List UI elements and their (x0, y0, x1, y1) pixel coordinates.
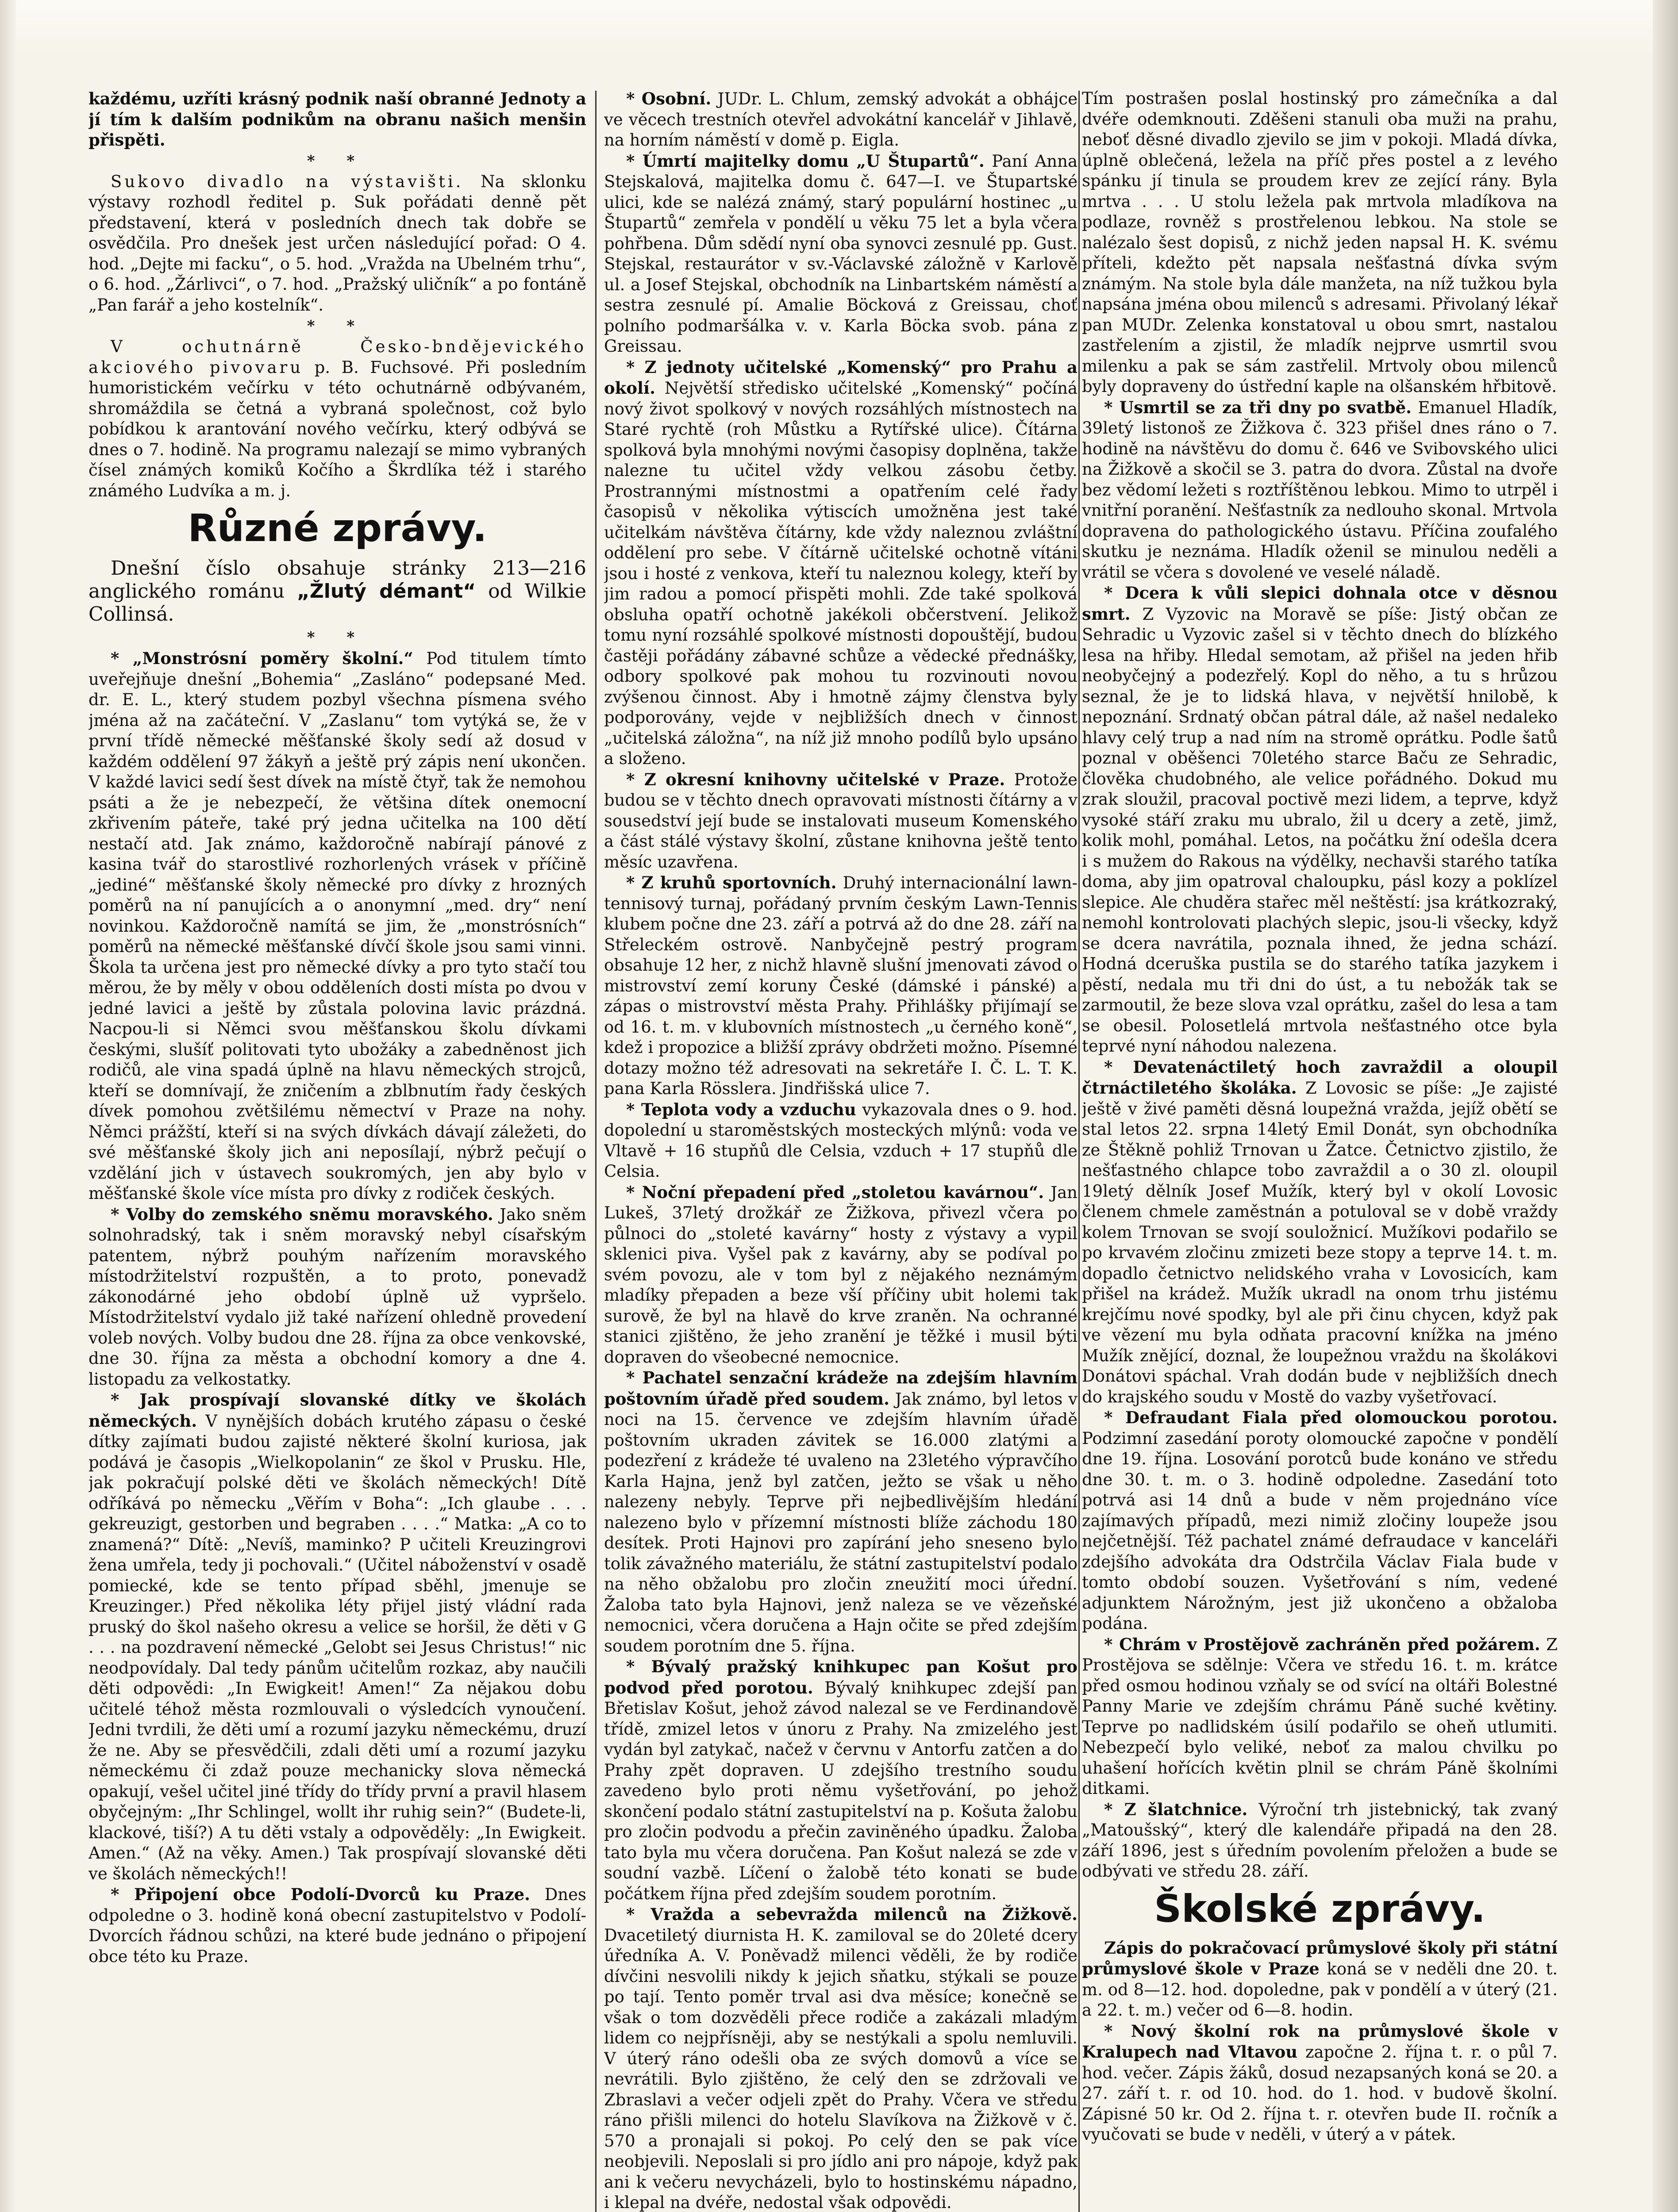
section-title-skolske-zpravy: Školské zprávy. (1154, 1886, 1486, 1931)
article-heading: * Z šlatchnice. (1104, 1799, 1248, 1819)
article-body: Protože budou se v těchto dnech opravovati místnosti čítárny a v sousedství její bude se instalovati museum Komenského a část stálé výstavy školní, zůstane knihovna ještě tento měsíc uzavřena. (604, 770, 1078, 872)
article-body: p. B. Fuchsové. Při posledním humoristickém večírku v této ochutnárně odbývaném, shromáždila se četná a vybraná společnost, což bylo pobídkou k arantování nového večírku, který odbývá se dnes o 7. hodině. Na programu nalezají se mimo vybraných čísel známých komiků Kočího a Škrdlíka též i starého známého Ludvíka a m. j. (89, 357, 586, 500)
column-rule-1 (595, 91, 597, 2212)
article-ochutnarna (89, 337, 586, 501)
page-left-edge (0, 0, 16, 2212)
article-knihovna (604, 769, 1078, 873)
notice-author: od Wilkie Collinsá. (89, 580, 586, 626)
article-body: Z Prostějova se sdělnje: Včera ve středu 16. t. m. krátce před osmou hodinou vzňaly se od svící na oltáři Bolestné Panny Marie ve zdejším chrámu Páně suché květiny. Teprve po nadlidském úsilí podařilo se oheň utlumiti. Nebezpečí bylo veliké, neboť za malou chvilku po uhašení hořících květin plnil se chrám Páně školními ditkami. (1082, 1635, 1558, 1798)
article-kosut (604, 1656, 1078, 1904)
article-body: Z Lovosic se píše: „Je zajisté ještě v živé paměti děsná loupežná vražda, jejíž obětí se stal letos 22. srpna 14letý Emil Donát, syn obchodníka ze Štěkně pohliž Trnovan u Žatce. Četnictvo zjistilo, že nešťastného chlapce tobo zavraždil a o 30 zl. oloupil 19letý dělník Josef Mužík, který byl v okolí Lovosic členem chmele zaměstnán a potuloval se v době vraždy kolem Trnovan se svojí souložnicí. Mužíkovi podařilo se po krvavém zločinu zmizeti beze stopy a teprve 14. t. m. dopadlo četnictvo nelidského vraha v Lovosicích, kam přišel na krádež. Mužík ukradl na onom trhu jistému krejčímu nové spodky, byl ale při činu chycen, když pak ve vězení mu byla odňata pracovní knížka na jméno Mužík znějící, doznal, že loupežnou vraždu na školákovi Donátovi spáchal. Vrah dodán bude v nejbližších dnech do krajského soudu v Mostě do vazby vyšetřovací. (1082, 1079, 1558, 1406)
article-nocni-prepadeni (604, 1182, 1078, 1368)
separator-stars: * * (307, 629, 368, 646)
article-chram-prostejov (1082, 1634, 1558, 1799)
page-binding-edge (1653, 0, 1678, 2212)
article-monstrosni-pomery (89, 648, 586, 1204)
article-heading: * Z okresní knihovny učitelské v Praze. (626, 769, 1005, 789)
article-body: započne 2. října t. r. o půl 7. hod. večer. Zápis žáků, dosud nezapsaných koná se 20. a 27. září t. r. od 10. hod. do 1. hod. v budově školní. Zápisné 50 kr. Od 2. října t. r. otevřen bude II. ročník a vyučovati se bude v neděli, v úterý a v pátek. (1082, 2043, 1558, 2144)
article-body: JUDr. L. Chlum, zemský advokát a obhájce ve věcech trestních otevřel advokátní kancelář v Jihlavě, na horním náměstí v domě p. Eigla. (604, 89, 1078, 150)
article-heading: * Připojení obce Podolí-Dvorců ku Praze. (111, 1885, 531, 1904)
article-heading: * Dcera k vůli slepici dohnala otce v děsnou smrt. (1082, 583, 1558, 624)
article-heading: * Bývalý pražský knihkupec pan Košut pro podvod před porotou. (604, 1657, 1078, 1697)
article-slovanske-ditky (89, 1390, 586, 1884)
article-body: Druhý internacionální lawn-tennisový turnaj, pořádaný prvním českým Lawn-Tennis klubem počne dne 23. září a potrvá až do dne 28. září na Střeleckém ostrově. Nanbyčejně pestrý program obsahuje 12 her, z nichž hlavně slušní jmenovati závod o mistrovství zemí koruny České (dámské i pánské) a zápas o mistrovství města Prahy. Přihlášky přijímají se od 16. t. m. v klubovních místnostech „u černého koně“, kdež i propozice a bližší zprávy obdržeti možno. Písemné dotazy možno též adresovati na sekretáře I. Č. L. T. K. pana Karla Rösslera. Jindřišská ulice 7. (604, 873, 1078, 1098)
article-heading: * Osobní. (626, 89, 712, 108)
novel-title: „Žlutý démant“ (296, 580, 476, 603)
article-usmrtil-se (1082, 397, 1558, 583)
article-heading: * Z jednoty učitelské „Komenský“ pro Prahu a okolí. (604, 357, 1078, 398)
article-heading: * Nový školní rok na průmyslové škole v Kralupech nad Vltavou (1082, 2021, 1558, 2062)
article-heading: * Jak prospívají slovanské dítky ve školách německých. (89, 1390, 586, 1431)
article-heading: Zápis do pokračovací průmyslové školy při státní průmyslové škole v Praze (1082, 1938, 1558, 1978)
article-body: Z Vyzovic na Moravě se píše: Jistý občan ze Sehradic u Vyzovic zašel si v těchto dnech do blízkého lesa na hřiby. Hledal semotam, až přišel na jeden hřib neobyčejný a podezřelý. Kopl do něho, a tu s hrůzou seznal, že je to lidská hlava, v největší hnilobě, k nepoznání. Srdnatý občan pátral dále, až našel nedaleko hlavy celý trup a nad ním na stromě oprátku. Podle šatů poznal v oběšenci 70letého starce Baču ze Sehradic, člověka chudobného, ale velice pořádného. Dokud mu zrak sloužil, pracoval poctivě mezi lidem, a teprve, když vysoké stáří zraku mu ubralo, žil u dcery a zetě, jimž, kolik mohl, pomáhal. Letos, na počátku žní odešla dcera i s mužem do Rakous na výdělky, nechavši starého tatíka doma, aby jim opatroval chaloupku, pásl kozy a poklízel slepice. Ale chuděra stařec měl neštěstí: jsa krátkozraký, nemohl kontrolovati plachých slepic, jsou-li všecky, když se dcera navrátila, poznala ihned, že jedna schází. Hodná dceruška pustila se do starého tatíka jazykem i pěstí, nedala mu tři dni do úst, a tu nebožák tak se zarmoutil, že beze slova vzal oprátku, zašel do lesa a tam se obesil. Polosetlelá mrtvola nešťastného otce byla teprvé nyní náhodou nalezena. (1082, 604, 1558, 1056)
article-teplota (604, 1099, 1078, 1182)
article-vrazda-milencu (604, 1904, 1078, 2212)
article-volby (89, 1204, 586, 1390)
article-vrazda-milencu-cont: Tím postrašen poslal hostinský pro zámečníka a dal dvéře odemknouti. Zděšeni stanuli oba muži na prahu, neboť děsné divadlo zjevilo se jim v pokoji. Mladá dívka, úplně oblečená, ležela na příč přes postel a z levého spánku jí tinula se proudem krev ze zející rány. Byla mrtva . . . U stolu ležela pak mrtvola mladíkova na podlaze, rovněž s prostřelenou lebkou. Na stole se nalézalo šest dopisů, z nichž jeden napsal H. K. svému příteli, kdežto pět napsala nešťastná dívka svým známým. Na stole byla dále manžeta, na níž tužkou byla napsána jména obou milenců s adresami. Přivolaný lékař pan MUDr. Zelenka konstatoval u obou smrt, nastalou zastřelením a zjistil, že mladík nejprve usmrtil svou milenku a pak se sám zastřelil. Mrtvoly obou milenců byly dopraveny do ústřední kaple na olšanském hřbitově. (1082, 89, 1558, 396)
column-2 (604, 88, 1078, 2212)
article-zapis-prumyslova (1082, 1938, 1558, 2021)
article-heading: * Devatenáctiletý hoch zavraždil a oloupil čtrnáctiletého školáka. (1082, 1057, 1558, 1098)
article-heading: * Vražda a sebevražda milenců na Žižkově. (626, 1905, 1078, 1924)
article-heading: * Noční přepadení před „stoletou kavárnou“. (626, 1182, 1044, 1202)
page-top-margin (0, 0, 1678, 53)
article-komensky (604, 357, 1078, 769)
article-heading: * Úmrtí majitelky domu „U Štupartů“. (626, 151, 985, 171)
column-1 (89, 88, 586, 2212)
article-body: Emanuel Hladík, 39letý listonoš ze Žižkova č. 323 přišel dnes ráno o 7. hodině na návštěvu do domu č. 646 ve Svibovského ulici na Žižkově a skočil se 3. patra do dvora. Zůstal na dvoře bez vědomí ležeti s roztříštěnou lebkou. Mimo to utrpěl i vnitřní poranění. Nešťastník za nedlouho skonal. Mrtvola dopravena do pathologického ústavu. Příčina zoufalého skutku je neznáma. Hladík oženil se minulou neděli a vrátil se včera s dovolené ve veselé náladě. (1082, 398, 1558, 582)
article-body: Pod titulem tímto uveřejňuje dnešní „Bohemia“ „Zasláno“ podepsané Med. dr. E. L., který studem pozbyl všechna písmena svého jména až na začáteční. V „Zaslanu“ tom vytýká se, že v první třídě německé měšťanské školy sedí až dosud v každém oddělení 97 žákyň a ještě prý zápis není ukončen. V každé lavici sedí šest dívek na místě čtyř, tak že nemohou psáti a že je nebezpečí, že většina dítek onemocní zkřivením páteře, také prý jedna učitelka na 100 dětí nestačí atd. Jak známo, každoročně nabírají pánové z kasina tvář do starostlivé rozhorlených vrásek v příčině „jediné“ měšťanské školy německé pro dívky z hrozných poměrů na ní panujících a o anonymní „med. dry“ není novinkou. Každoročně namítá se jim, že „monstrósních“ poměrů na německé měšťanské dívčí škole jsou sami vinni. Škola ta určena jest pro německé dívky a pro tyto stačí tou měrou, že by měly v obou odděleních dosti místa po dvou v jedné lavici a ještě by zůstala polovina lavic prázdná. Nacpou-li si Němci svou měšťanskou školu dívkami českými, slušíť politovati tyto ubožáky a zabedněnost jich rodičů, ale vina spadá úplně na hlavu německých strojců, kteří se domnívají, že zničením a zblbnutím řady českých dívek pomohou zvětšilému němectví v Praze na nohy. Němci prážští, kteří si na svých dívkách dávají záležeti, do své měšťanské školy jich ani neposílají, nýbrž pečují o vzdělání jich v ústavech soukromých, jen aby bylo v měšťanské škole více místa pro dívky z rodiček českých. (89, 649, 586, 1203)
article-sukovo-divadlo (89, 172, 586, 316)
separator-stars: * * (307, 152, 368, 170)
article-body: Paní Anna Stejskalová, majitelka domu č. 647—I. ve Štupartské ulici, kde se nalézá známý, starý populární hostinec „u Štupartů“ zemřela v pondělí u věku 75 let a byla včera pohřbena. Dům sdědí nyní oba synovci zesnulé pp. Gust. Stejskal, restaurátor v sv.-Václavské záložně v Karlově ul. a Josef Stejskal, obchodník na Linbartském náměstí a sestra zesnulé pí. Amalie Böcková z Greissau, choť polního podmaršálka v. v. Karla Böcka svob. pána z Greissau. (604, 151, 1078, 356)
article-heading: * Teplota vody a vzduchu (626, 1099, 856, 1119)
article-body: vykazovala dnes o 9. hod. dopolední u staroměstských mosteckých mlýnů: voda ve Vltavě + 16 stupňů dle Celsia, vzduch + 17 stupňů dle Celsia. (604, 1100, 1078, 1181)
separator-stars: * * (307, 317, 368, 335)
article-umrti-majitelky (604, 151, 1078, 357)
article-jistebnice (1082, 1799, 1558, 1882)
article-heading: * Chrám v Prostějově zachráněn před požárem. (1104, 1634, 1540, 1654)
article-body: Dnes odpoledne o 3. hodině koná obecní zastupitelstvo v Podolí-Dvorcích řádnou schůzi, na které bude jednáno o připojení obce této ku Praze. (89, 1885, 586, 1966)
article-body: Na sklonku výstavy rozhodl ředitel p. Suk pořádati denně pět představení, která v posledních dnech tak dobře se osvědčila. Pro dnešek jest určen následující pořad: O 4. hod. „Dejte mi facku“, o 5. hod. „Vražda na Ubelném trhu“, o 6. hod. „Žárlivci“, o 7. hod. „Pražský uličník“ a po fontáně „Pan farář a jeho kostelník“. (89, 172, 586, 315)
article-heading: V ochutnárně Česko-bndějevického akciového pivovaru (89, 337, 586, 377)
article-heading: * Defraudant Fiala před olomouckou porotou. (1104, 1408, 1558, 1427)
article-kralupy (1082, 2021, 1558, 2145)
article-body: Největší středisko učitelské „Komenský“ počíná nový život spolkový v nových rozsáhlých místnostech na Staré rychtě (roh Můstku a Rytířské ulice). Čítárna spolková byla mnohými novými časopisy doplněna, takže nalezne tu učitel vždy velkou zásobu četby. Prostrannými místnostmi a opatřením celé řady časopisů v několika výtiscích umožněna jest také učitelkám návštěva čítárny, kde vždy naleznou zvláštní oddělení pro sebe. V čítárně učitelské ochotně vítáni jsou i hosté z venkova, kteří tu naleznou kolegy, kteří by jim radou a pomocí přispěti mohli. Zde také spolková obsluha opatří ochotně jakékoli občerstvení. Jelikož tomu nyní rozsáhlé spolkové místnosti dopouštějí, budou častěji pořádány zábavné schůze a vědecké přednášky, odbory spolkové pak mohou tu rozvinouti novou zvýšenou činnost. Aby i hmotně zájmy členstva byly podporovány, vejde v nejbližších dnech v činnost „učitelská záložna“, na níž již mnoho podílů bylo upsáno a složeno. (604, 379, 1078, 768)
article-heading: Sukovo divadlo na výstavišti. (111, 172, 464, 191)
article-osobni (604, 88, 1078, 151)
article-body: Výroční trh jistebnický, tak zvaný „Matoušský“, který dle kalendáře připadá na den 28. září 1896, jest s úředním povolením přeložen a bude se odbývati ve středu 28. září. (1082, 1800, 1558, 1881)
article-body: Bývalý knihkupec zdejší pan Břetislav Košut, jehož závod nalezal se ve Ferdinandově třídě, zmizel letos v únoru z Prahy. Na zmizelého jest vydán byl zatykač, načež v červnu v Antorfu zatčen a do Prahy zpět dopraven. U zdejšího trestního soudu zavedeno bylo proti němu vyšetřování, po jehož skončení podalo státní zastupitelství na p. Košuta žalobu pro zločin podvodu a přečin zaviněného úpadku. Žaloba tato byla mu včera doručena. Pan Košut nalezá se zde v soudní vazbě. Líčení o žalobě této konati se bude počátkem října před zdejším soudem porotním. (604, 1678, 1078, 1903)
article-sport (604, 872, 1078, 1099)
article-body: Dvacetiletý diurnista H. K. zamiloval se do 20leté dcery úředníka A. V. Poněvadž milenci věděli, že by rodiče dívčini nesvolili nikdy k jejich sňatku, stýkali se pouze po tají. Tento poměr trval asi dva měsíce; konečně se však o tom dozvěděli přece rodiče a zakázali mladým lidem co nejpřísněji, aby se nestýkali a spolu nemluvili. V úterý ráno odešli oba ze svých domovů a více se nevrátili. Bylo zjištěno, že celý den se zdržovali ve Zbraslavi a večer odjeli zpět do Prahy. Včera ve středu ráno přišli milenci do hotelu Slavíkova na Žižkově v č. 570 a pronajali si pokoj. Po celý den se pak více neobjevili. Neposlali si pro jídlo ani pro nápoje, když pak ani k večeru nevycházeli, bylo to hostinskému nápadno, i klepal na dvéře, nedostal však odpovědi. (604, 1925, 1078, 2212)
article-heading: * „Monstrósní poměry školní.“ (111, 649, 413, 668)
article-heading: * Pachatel senzační krádeže na zdejším hlavním poštovním úřadě před soudem. (604, 1368, 1078, 1409)
article-fiala (1082, 1407, 1558, 1634)
column-3 (1082, 88, 1558, 2212)
article-heading: * Z kruhů sportovních. (626, 873, 837, 892)
article-dcera-slepice (1082, 583, 1558, 1057)
article-obrana-ending: každému, uzříti krásný podnik naší obranné Jednoty a jí tím k dalším podnikům na obranu našich menšin přispěti. (89, 89, 586, 150)
article-devatenactilety (1082, 1057, 1558, 1408)
article-body: koná se v neděli dne 20. t. m. od 8—12. hod. dopoledne, pak v pondělí a v úterý (21. a 22. t. m.) večer od 6—8. hodin. (1082, 1959, 1558, 2020)
column-rule-2 (1078, 91, 1080, 2212)
article-heading: * Usmrtil se za tři dny po svatbě. (1104, 397, 1412, 417)
notice-text: Dnešní číslo obsahuje stránky 213—216 anglického románu (89, 557, 586, 603)
article-body: Podzimní zasedání poroty olomoucké započne v pondělí dne 19. října. Losování porotců bude konáno ve středu dne 30. t. m. o 3. hodině odpoledne. Zasedání toto potrvá asi 14 dnů a bude v něm projednáno více zajímavých případů, mezi nimiž zločiny loupeže jsou nejčetnější. Též pachatel známé defraudace v kanceláři zdejšího advokáta dra Odstrčila Václav Fiala bude v tomto období souzen. Vyšetřování s ním, vedené adjunktem Nárožným, jest již ukončeno a obžaloba podána. (1082, 1429, 1558, 1633)
article-body: Jan Lukeš, 37letý drožkář ze Žižkova, přivezl včera po půlnoci do „stoleté kavárny“ hosty z výstavy a vypil sklenici piva. Vyšel pak z kavárny, aby se podíval po svém povozu, ale v tom byl z nějakého neznámým mladíky přepaden a beze vší příčiny ubit holemi tak surově, že byl na hlavě do krve zraněn. Na ochranné stanici zjištěno, že jeho zranění je těžké i musil býti dopraven do všeobecné nemocnice. (604, 1183, 1078, 1367)
article-body: Jak známo, byl letos v noci na 15. července ve zdejším hlavním úřadě poštovním ukraden závitek se 16.000 zlatými a podezření z krádeže té uvaleno na 23letého výpravčího Karla Hajna, jenž byl zatčen, ježto se však u něho nalezeny nebyly. Teprve při nejbedlivějším hledání nalezeno bylo v přízemní místnosti blíže záchodu 180 desítek. Proti Hajnovi pro zapírání jeho sneseno bylo tolik závažného materiálu, že státní zastupitelství podalo na něho obžalobu pro zločin zneužití moci úřední. Žaloba tato byla Hajnovi, jenž naleza se ve vězeňské nemocnici, včera doručena a Hajn očite se před zdejším soudem porotním dne 5. října. (604, 1389, 1078, 1655)
novel-notice (89, 557, 586, 626)
article-podoli-dvorce (89, 1884, 586, 1967)
section-title-ruzne-zpravy: Různé zprávy. (188, 506, 487, 550)
article-posta-kradez (604, 1367, 1078, 1656)
article-heading: * Volby do zemského sněmu moravského. (111, 1204, 493, 1224)
article-body: V nynějších dobách krutého zápasu o české dítky zajímati budou zajisté některé školní kuriosa, jak podává je časopis „Wielkopolanin“ ze škol v Prusku. Hle, jak pokračují polské děti ve školách německých! Dítě odříkává po německu „Věřím v Boha“: „Ich glaube . . . gekreuzigt, gestorben und begraben . . . .“ Matka: „A co to znamená?“ Dítě: „Nevíš, maminko? P učiteli Kreuzingrovi žena umřela, tedy ji pochovali.“ (Učitel náboženství v osadě pomiecké, kde se tento případ sběhl, jmenuje se Kreuzinger.) Před několika léty přijel jistý vládní rada pruský do škol našeho okresu a velice se horšil, že děti v G . . . na pozdravení německé „Gelobt sei Jesus Christus!“ nic neodpovídaly. Dal tedy pánům učitelům rozkaz, aby naučili děti odpovědi: „In Ewigkeit! Amen!“ Za nějakou dobu učitelé téhož města rozmlouvali o výsledcích vynoučení. Jedni tvrdili, že děti umí a rozumí jazyku německému, druzí že ne. Aby se přesvědčili, zdali děti umí a rozumí jazyku německému či zdaž pouze mechanicky slova německá opakují, vešel učitel jiné třídy do třídy první a pravil hlasem obyčejným: „Ihr Schlingel, wollt ihr ruhig sein?“ (Budete-li, klackové, tiší?) A tu děti vstaly a odpověděly: „In Ewigkeit. Amen.“ (Až na věky. Amen.) Tak prospívají slovanské děti ve školách německých!! (89, 1411, 586, 1883)
article-body: Jako sněm solnohradský, tak i sněm moravský nebyl císařským patentem, nýbrž pouhým nařízením moravského místodržitelství rozpuštěn, a to proto, ponevadž zákonodárné jeho období úplně už vypršelo. Místodržitelství vydalo již také nařízení ohledně provedení voleb nových. Volby budou dne 28. října za obce venkovské, dne 30. října za města a obchodní komory a dne 4. listopadu za velkostatky. (89, 1205, 586, 1389)
